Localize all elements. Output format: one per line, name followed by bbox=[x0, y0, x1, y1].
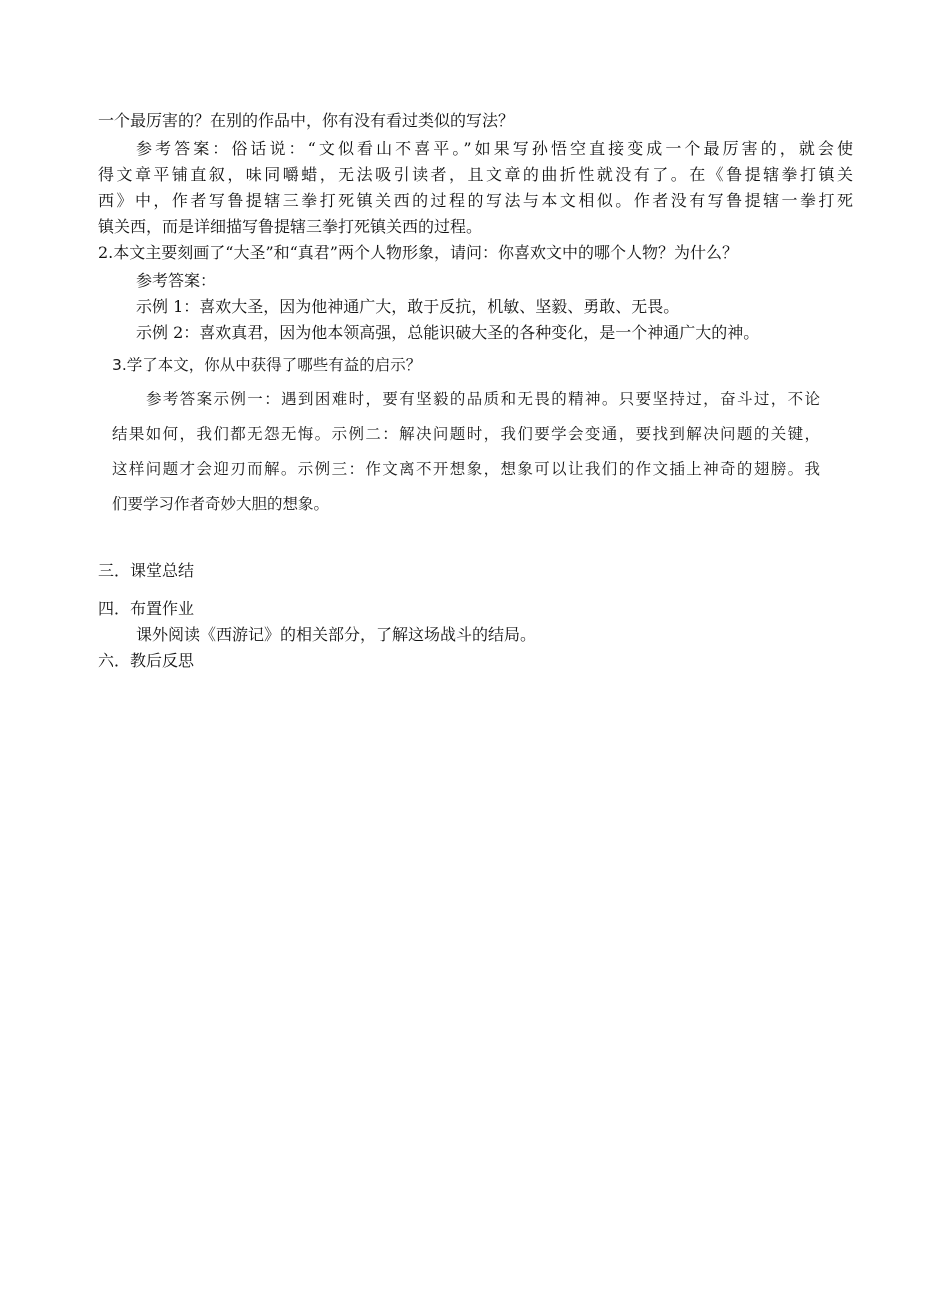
question-1-answer-line-4: 镇关西，而是详细描写鲁提辖三拳打死镇关西的过程。 bbox=[98, 217, 483, 236]
question-3-text: 3.学了本文，你从中获得了哪些有益的启示？ bbox=[112, 356, 422, 374]
section-homework-detail: 课外阅读《西游记》的相关部分，了解这场战斗的结局。 bbox=[136, 625, 537, 644]
question-2-example-1: 示例 1：喜欢大圣，因为他神通广大，敢于反抗，机敏、坚毅、勇敢、无畏。 bbox=[136, 297, 680, 316]
question-1-answer-line-2: 得文章平铺直叙，味同嚼蜡，无法吸引读者，且文章的曲折性就没有了。在《鲁提辖拳打镇关 bbox=[98, 165, 853, 184]
section-summary-heading: 三．课堂总结 bbox=[98, 561, 195, 580]
question-1-answer-line-3: 西》中，作者写鲁提辖三拳打死镇关西的过程的写法与本文相似。作者没有写鲁提辖一拳打死 bbox=[98, 191, 853, 210]
question-3-answer-line-1: 参考答案示例一：遇到困难时，要有坚毅的品质和无畏的精神。只要坚持过，奋斗过，不论 bbox=[146, 390, 820, 408]
question-1-answer-line-1: 参考答案：俗话说：“文似看山不喜平。”如果写孙悟空直接变成一个最厉害的，就会使 bbox=[136, 139, 853, 158]
question-2-example-2: 示例 2：喜欢真君，因为他本领高强，总能识破大圣的各种变化，是一个神通广大的神。 bbox=[136, 323, 760, 342]
question-3-answer-line-4: 们要学习作者奇妙大胆的想象。 bbox=[112, 495, 330, 513]
section-homework-heading: 四．布置作业 bbox=[98, 599, 195, 618]
section-reflection-heading: 六．教后反思 bbox=[98, 651, 195, 670]
question-2-text: 2.本文主要刻画了“大圣”和“真君”两个人物形象，请问：你喜欢文中的哪个人物？为什么？ bbox=[98, 243, 738, 262]
question-3-answer-line-2: 结果如何，我们都无怨无悔。示例二：解决问题时，我们要学会变通，要找到解决问题的关键， bbox=[112, 425, 820, 443]
question-1-tail: 一个最厉害的？在别的作品中，你有没有看过类似的写法？ bbox=[98, 111, 515, 130]
question-2-answer-label: 参考答案： bbox=[136, 271, 217, 290]
question-3-answer-line-3: 这样问题才会迎刃而解。示例三：作文离不开想象，想象可以让我们的作文插上神奇的翅膀。我 bbox=[112, 460, 820, 478]
